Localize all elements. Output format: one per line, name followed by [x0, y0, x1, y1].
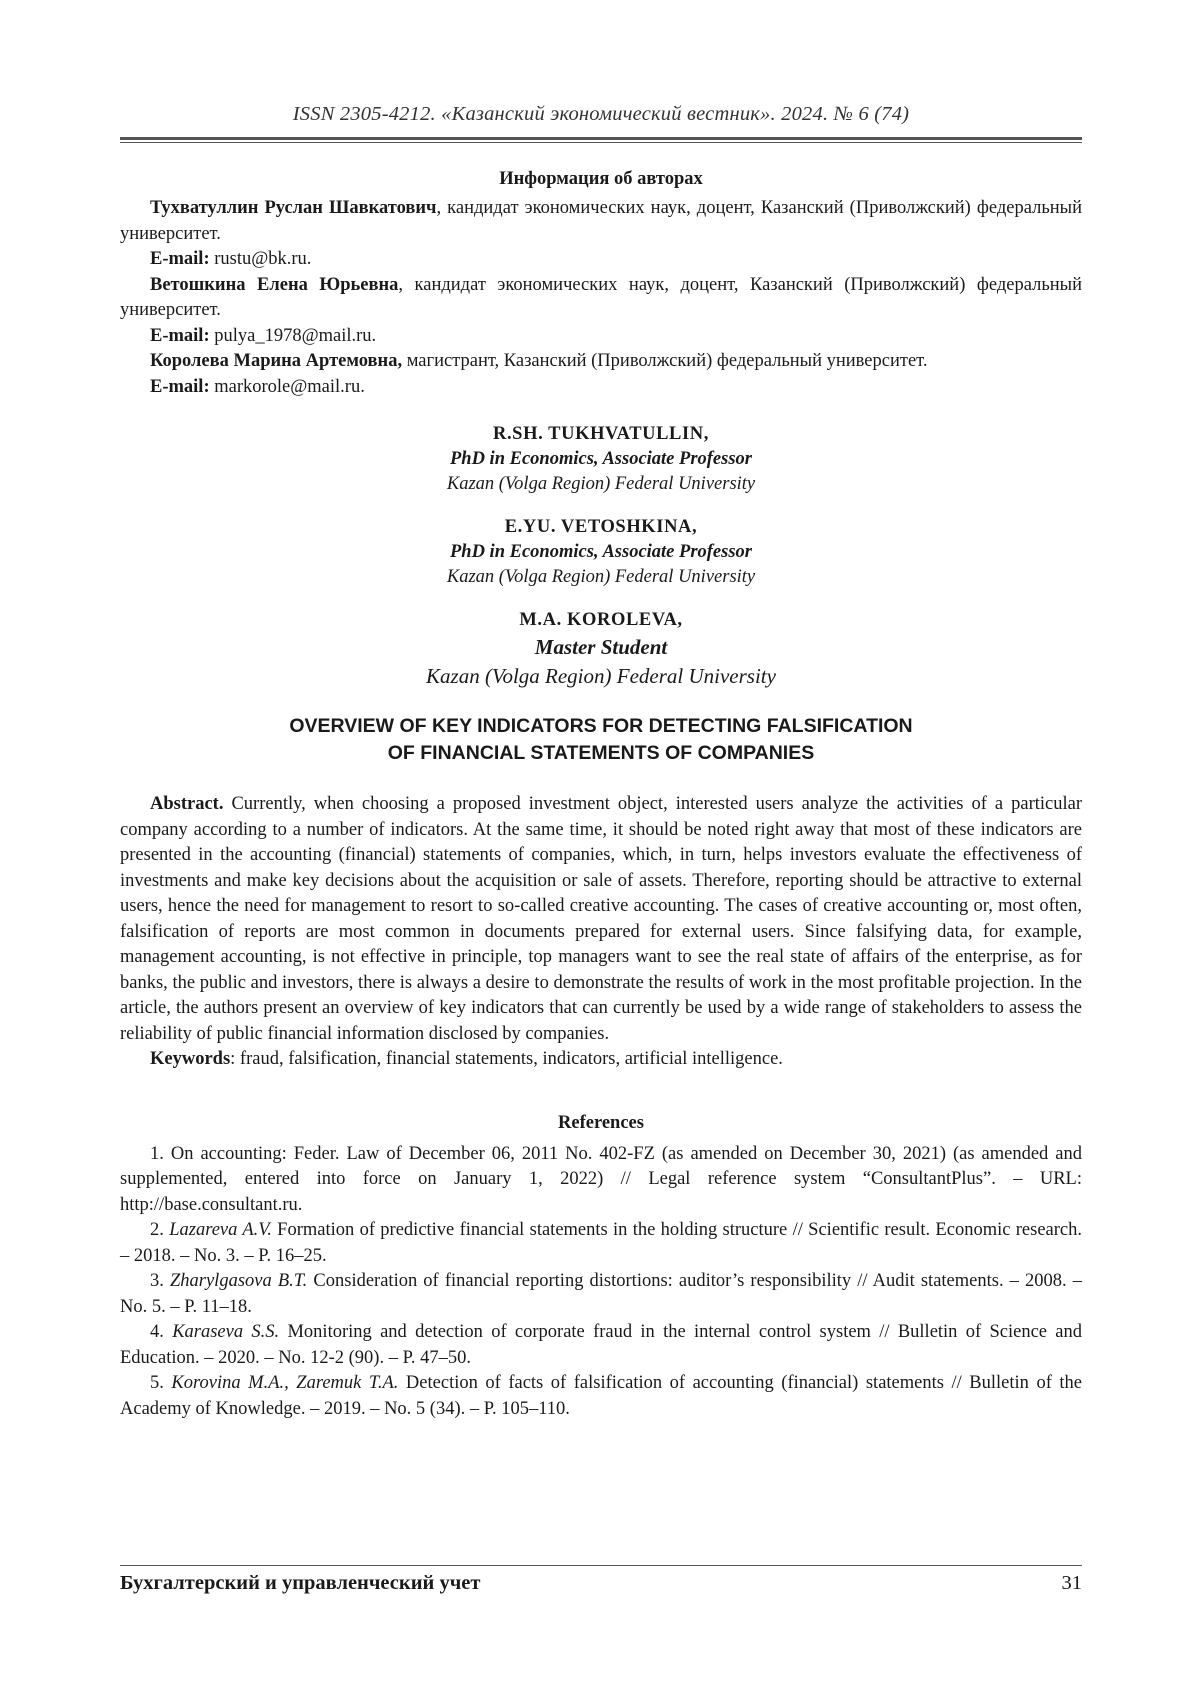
- author-en-3-affiliation: Kazan (Volga Region) Federal University: [426, 664, 776, 688]
- page-number: 31: [1061, 1572, 1082, 1594]
- footer-rule: [120, 1565, 1082, 1566]
- reference-2: [120, 1218, 1082, 1269]
- author-ru-2-desc: , кандидат экономических наук, доцент, Казанский (Приволжский) федеральный университет.: [120, 274, 1082, 320]
- author-en-3-name: M.A. KOROLEVA,: [519, 610, 683, 630]
- author-ru-1-name: Тухватуллин Руслан Шавкатович: [150, 198, 437, 218]
- reference-5-num: 5.: [150, 1373, 172, 1393]
- keywords: [120, 1047, 1082, 1073]
- author-en-1-affiliation: Kazan (Volga Region) Federal University: [446, 474, 756, 494]
- author-en-3: [120, 608, 1082, 691]
- author-ru-3-name: Королева Марина Артемовна,: [150, 351, 403, 371]
- author-en-3-degree: Master Student: [534, 635, 668, 659]
- reference-4: [120, 1320, 1082, 1371]
- reference-2-author: Lazareva A.V.: [169, 1220, 272, 1240]
- author-en-1-degree: PhD in Economics, Associate Professor: [449, 449, 752, 469]
- reference-4-text: Monitoring and detection of corporate fraud in the internal control system // Bulletin of Science and Education. – 2020. – No. 12-2 (90). – P. 47–50.: [120, 1322, 1083, 1368]
- author-ru-3-email-line: [120, 375, 1082, 401]
- reference-3-text: Consideration of financial reporting distortions: auditor’s responsibility // Audit statements. – 2008. – No. 5. – P. 11–18.: [120, 1271, 1083, 1317]
- author-ru-3-desc: магистрант, Казанский (Приволжский) федеральный университет.: [402, 351, 928, 371]
- reference-5-author: Korovina M.A., Zaremuk T.A.: [171, 1373, 399, 1393]
- footer-section-title: Бухгалтерский и управленческий учет: [120, 1572, 481, 1594]
- article-title-line-1: OVERVIEW OF KEY INDICATORS FOR DETECTING FALSIFICATION: [289, 715, 913, 737]
- email-label: E-mail:: [150, 325, 210, 346]
- reference-1-text: On accounting: Feder. Law of December 06, 2011 No. 402-FZ (as amended on December 30, 2021) (as amended and supplemented, entered into force on January 1, 2022) // Legal reference system “ConsultantPlus”. – URL: http://base.consultant.ru.: [120, 1143, 1083, 1215]
- abstract-label: Abstract.: [150, 794, 224, 814]
- reference-4-author: Karaseva S.S.: [172, 1322, 280, 1342]
- author-en-2-affiliation: Kazan (Volga Region) Federal University: [446, 567, 756, 587]
- header-rule: [120, 137, 1082, 143]
- keywords-text: : fraud, falsification, financial statements, indicators, artificial intelligence.: [230, 1049, 783, 1069]
- author-en-2-degree: PhD in Economics, Associate Professor: [449, 542, 752, 562]
- reference-2-num: 2.: [150, 1220, 170, 1240]
- author-ru-1: [120, 196, 1082, 247]
- email-label: E-mail:: [150, 249, 210, 269]
- authors-info-title: Информация об авторах: [499, 169, 703, 189]
- article-title: [120, 713, 1082, 767]
- reference-3-author: Zharylgasova B.T.: [169, 1271, 308, 1291]
- reference-3: [120, 1269, 1082, 1320]
- author-ru-1-desc: , кандидат экономических наук, доцент, Казанский (Приволжский) федеральный университет.: [120, 198, 1082, 244]
- author-ru-3-email: markorole@mail.ru.: [209, 376, 365, 397]
- author-ru-1-email: rustu@bk.ru.: [209, 249, 312, 269]
- abstract: [120, 792, 1082, 1047]
- reference-5-text: Detection of facts of falsification of accounting (financial) statements // Bulletin of the Academy of Knowledge. – 2019. – No. 5 (34). – P. 105–110.: [120, 1373, 1083, 1419]
- running-header: ISSN 2305-4212. «Казанский экономический вестник». 2024. № 6 (74): [292, 103, 910, 125]
- reference-1: [120, 1142, 1082, 1219]
- reference-4-num: 4.: [150, 1322, 173, 1342]
- author-en-1-name: R.SH. TUKHVATULLIN,: [493, 424, 709, 444]
- author-ru-2-email-line: [120, 324, 1082, 350]
- author-en-2-name: E.YU. VETOSHKINA,: [504, 517, 698, 537]
- author-ru-2-email: pulya_1978@mail.ru.: [209, 325, 377, 346]
- author-ru-1-email-line: [120, 247, 1082, 273]
- reference-2-text: Formation of predictive financial statements in the holding structure // Scientific result. Economic research. – 2018. – No. 3. – P. 16–25.: [120, 1220, 1083, 1266]
- article-title-line-2: OF FINANCIAL STATEMENTS OF COMPANIES: [387, 742, 815, 764]
- author-ru-3: [120, 349, 1082, 375]
- author-en-1: [120, 422, 1082, 497]
- reference-1-num: 1.: [150, 1143, 171, 1164]
- abstract-text: Currently, when choosing a proposed investment object, interested users analyze the activities of a particular company according to a number of indicators. At the same time, it should be noted right away that most of these indicators are presented in the accounting (financial) statements of companies, which, in turn, helps investors evaluate the effectiveness of investments and make key decisions about the acquisition or sale of assets. Therefore, reporting should be attractive to external users, hence the need for management to resort to so-called creative accounting. The cases of creative accounting or, most often, falsification of reports are most common in documents prepared for external users. Since falsifying data, for example, management accounting, is not effective in principle, top managers want to see the real state of affairs of the enterprise, as for banks, the public and investors, there is always a desire to demonstrate the results of work in the most profitable projection. In the article, the authors present an overview of key indicators that can currently be used by a wide range of stakeholders to assess the reliability of public financial information disclosed by companies.: [120, 794, 1082, 1044]
- keywords-label: Keywords: [150, 1049, 231, 1069]
- author-ru-2-name: Ветошкина Елена Юрьевна: [150, 274, 399, 295]
- reference-5: [120, 1371, 1082, 1422]
- author-ru-2: [120, 273, 1082, 324]
- content-flow: [120, 166, 1082, 1422]
- references-title: References: [558, 1112, 644, 1133]
- author-en-2: [120, 515, 1082, 590]
- email-label: E-mail:: [150, 376, 210, 397]
- reference-3-num: 3.: [150, 1271, 170, 1291]
